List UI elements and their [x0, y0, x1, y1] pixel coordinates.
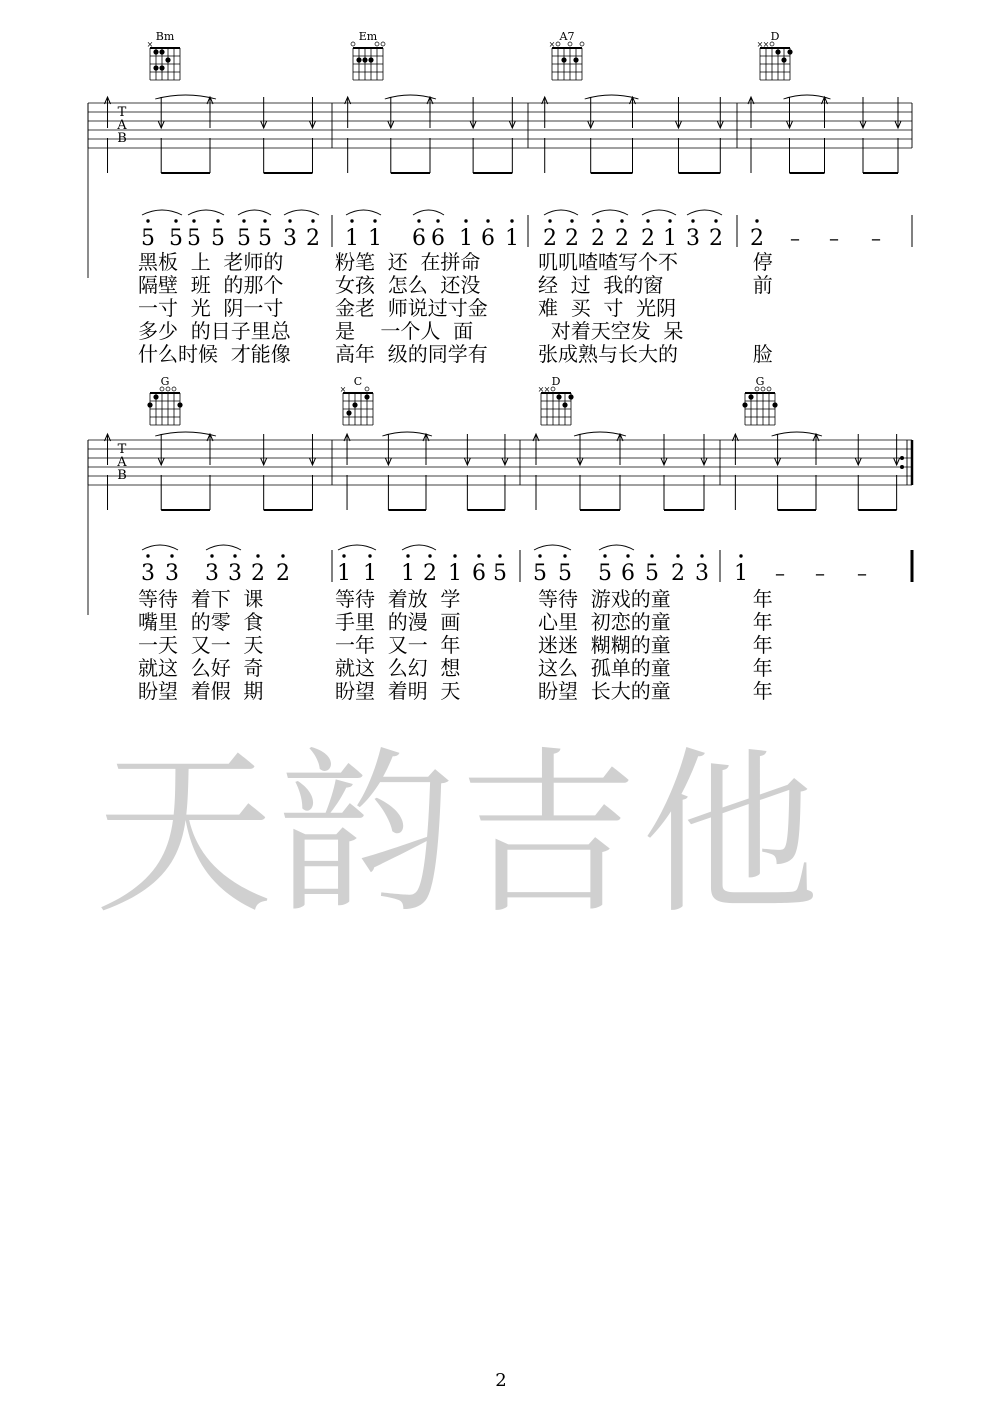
tab-clef-letter: B — [117, 131, 127, 146]
strum-down-icon — [860, 97, 866, 128]
strum-down-icon — [855, 434, 861, 465]
lyric-line — [0, 680, 1000, 702]
chord-name: A7 — [559, 30, 575, 43]
lyric-segment: 这么 孤单的童 — [538, 656, 671, 680]
note: 3 — [165, 561, 179, 586]
note: 2 — [276, 561, 290, 586]
note: 6 — [431, 226, 445, 251]
lyric-segment: 就这 么好 奇 — [138, 656, 264, 680]
rest-dash: – — [857, 561, 867, 585]
lyric-segment: 多少 的日子里总 — [138, 319, 291, 343]
lyric-segment: 年 — [740, 679, 773, 703]
strum-up-icon — [542, 97, 548, 128]
note: 2 — [251, 561, 265, 586]
chord-diagram-g — [147, 375, 182, 425]
svg-text:×: × — [762, 40, 770, 49]
strum-down-icon — [775, 434, 781, 465]
lyric-line — [0, 343, 1000, 365]
strum-down-icon — [717, 97, 723, 128]
note: 2 — [641, 226, 655, 251]
lyric-segment: 迷迷 糊糊的童 — [538, 633, 671, 657]
page-number: 2 — [495, 1370, 507, 1391]
strum-down-icon — [158, 97, 164, 128]
tab-clef-letter: T — [117, 442, 127, 457]
strum-down-icon — [577, 434, 583, 465]
note: 3 — [141, 561, 155, 586]
system-1 — [88, 30, 912, 278]
strum-up-icon — [423, 434, 429, 465]
note: 5 — [211, 226, 225, 251]
lyric-segment: 对着天空发 呆 — [538, 319, 684, 343]
strum-down-icon — [158, 434, 164, 465]
note: 5 — [598, 561, 612, 586]
lyric-segment: 叽叽喳喳写个不 — [538, 250, 678, 274]
note: 5 — [533, 561, 547, 586]
strum-down-icon — [385, 434, 391, 465]
numbered-notation — [141, 210, 912, 251]
lyric-segment: 手里 的漫 画 — [335, 610, 461, 634]
strum-up-icon — [533, 434, 539, 465]
lyric-segment: 女孩 怎么 还没 — [335, 273, 481, 297]
strum-up-icon — [105, 434, 111, 465]
note: 5 — [645, 561, 659, 586]
lyric-segment: 盼望 长大的童 — [538, 679, 671, 703]
note: 5 — [187, 226, 201, 251]
lyric-segment: 嘴里 的零 食 — [138, 610, 264, 634]
note: 2 — [750, 226, 764, 251]
lyric-line — [0, 320, 1000, 342]
strum-down-icon — [261, 97, 267, 128]
chord-name: Bm — [155, 30, 175, 43]
lyric-segment: 一天 又一 天 — [138, 633, 264, 657]
strum-up-icon — [748, 97, 754, 128]
chord-diagram-em — [351, 30, 385, 80]
note: 1 — [368, 226, 382, 251]
lyric-segment: 金老 师说过寸金 — [335, 296, 488, 320]
lyric-segment: 什么时候 才能像 — [138, 342, 291, 366]
lyric-line — [0, 251, 1000, 273]
note: 5 — [237, 226, 251, 251]
lyric-line — [0, 611, 1000, 633]
strum-down-icon — [675, 97, 681, 128]
chord-diagram-c — [340, 375, 373, 425]
lyric-segment: 年 — [740, 610, 773, 634]
chord-name: Em — [358, 30, 378, 43]
svg-text:×: × — [548, 40, 556, 49]
note: 6 — [621, 561, 635, 586]
strum-down-icon — [261, 434, 267, 465]
note: 2 — [423, 561, 437, 586]
chord-diagram-d — [538, 375, 574, 425]
note: 3 — [228, 561, 242, 586]
note: 2 — [565, 226, 579, 251]
lyric-segment: 一年 又一 年 — [335, 633, 461, 657]
note: 2 — [306, 226, 320, 251]
lyric-segment: 盼望 着假 期 — [138, 679, 264, 703]
lyric-segment: 年 — [740, 587, 773, 611]
rest-dash: – — [815, 561, 825, 585]
note: 2 — [543, 226, 557, 251]
lyric-segment: 难 买 寸 光阴 — [538, 296, 677, 320]
strum-up-icon — [617, 434, 623, 465]
strum-down-icon — [787, 97, 793, 128]
note: 3 — [283, 226, 297, 251]
svg-text:×: × — [756, 40, 764, 49]
note: 1 — [459, 226, 473, 251]
chord-diagram-d — [757, 30, 793, 80]
note: 1 — [345, 226, 359, 251]
tab-clef-letter: A — [117, 455, 127, 470]
lyric-line — [0, 297, 1000, 319]
note: 3 — [695, 561, 709, 586]
svg-text:×: × — [339, 385, 347, 394]
strum-up-icon — [207, 434, 213, 465]
strum-up-icon — [345, 97, 351, 128]
strum-down-icon — [701, 434, 707, 465]
note: 5 — [558, 561, 572, 586]
strum-down-icon — [588, 97, 594, 128]
tab-clef-letter: T — [117, 105, 127, 120]
lyric-segment: 隔壁 班 的那个 — [138, 273, 284, 297]
note: 5 — [141, 226, 155, 251]
note: 2 — [671, 561, 685, 586]
lyric-segment: 脸 — [740, 342, 773, 366]
chord-name: G — [755, 375, 765, 388]
strum-up-icon — [207, 97, 213, 128]
rest-dash: – — [790, 226, 800, 250]
svg-text:×: × — [146, 40, 154, 49]
strum-up-icon — [732, 434, 738, 465]
lyric-segment: 高年 级的同学有 — [335, 342, 488, 366]
lyric-line — [0, 657, 1000, 679]
lyric-segment: 是 一个人 面 — [335, 319, 474, 343]
chord-diagram-a7 — [549, 30, 584, 80]
strum-up-icon — [344, 434, 350, 465]
strum-up-icon — [813, 434, 819, 465]
watermark: 天韵吉他 — [95, 731, 823, 938]
note: 1 — [401, 561, 415, 586]
strum-down-icon — [309, 97, 315, 128]
note: 2 — [709, 226, 723, 251]
chord-name: D — [551, 375, 561, 388]
note: 1 — [505, 226, 519, 251]
chord-diagram-g — [742, 375, 777, 425]
lyric-line — [0, 274, 1000, 296]
note: 3 — [205, 561, 219, 586]
lyric-segment: 等待 着放 学 — [335, 587, 461, 611]
strum-down-icon — [464, 434, 470, 465]
lyric-segment: 停 — [740, 250, 773, 274]
lyric-segment: 一寸 光 阴一寸 — [138, 296, 284, 320]
lyric-segment: 黑板 上 老师的 — [138, 250, 284, 274]
strum-down-icon — [895, 97, 901, 128]
chord-name: G — [160, 375, 170, 388]
lyric-segment: 心里 初恋的童 — [538, 610, 671, 634]
svg-text:×: × — [537, 385, 545, 394]
numbered-notation — [141, 545, 912, 586]
note: 2 — [591, 226, 605, 251]
lyric-segment: 年 — [740, 656, 773, 680]
rest-dash: – — [775, 561, 785, 585]
system-2 — [88, 375, 912, 615]
note: 5 — [493, 561, 507, 586]
lyric-segment: 经 过 我的窗 — [538, 273, 664, 297]
svg-text:×: × — [543, 385, 551, 394]
note: 1 — [337, 561, 351, 586]
lyric-line — [0, 588, 1000, 610]
lyric-segment: 年 — [740, 633, 773, 657]
chord-name: C — [353, 375, 363, 388]
strum-down-icon — [894, 434, 900, 465]
note: 5 — [258, 226, 272, 251]
note: 5 — [169, 226, 183, 251]
strum-down-icon — [509, 97, 515, 128]
note: 1 — [734, 561, 748, 586]
chord-diagram-bm — [147, 30, 180, 80]
lyric-segment: 等待 游戏的童 — [538, 587, 671, 611]
lyric-segment: 盼望 着明 天 — [335, 679, 461, 703]
note: 3 — [686, 226, 700, 251]
lyric-line — [0, 634, 1000, 656]
strum-up-icon — [427, 97, 433, 128]
rest-dash: – — [829, 226, 839, 250]
tab-clef-letter: A — [117, 118, 127, 133]
chord-name: D — [770, 30, 780, 43]
strum-up-icon — [822, 97, 828, 128]
note: 2 — [615, 226, 629, 251]
strum-down-icon — [502, 434, 508, 465]
strum-down-icon — [309, 434, 315, 465]
strum-down-icon — [470, 97, 476, 128]
strum-down-icon — [388, 97, 394, 128]
rest-dash: – — [871, 226, 881, 250]
strum-up-icon — [105, 97, 111, 128]
note: 1 — [448, 561, 462, 586]
lyric-segment: 粉笔 还 在拼命 — [335, 250, 481, 274]
note: 6 — [412, 226, 426, 251]
strum-up-icon — [630, 97, 636, 128]
lyric-segment: 前 — [740, 273, 773, 297]
lyric-segment: 张成熟与长大的 — [538, 342, 678, 366]
note: 6 — [472, 561, 486, 586]
note: 6 — [481, 226, 495, 251]
note: 1 — [663, 226, 677, 251]
tab-clef-letter: B — [117, 468, 127, 483]
lyric-segment: 等待 着下 课 — [138, 587, 264, 611]
lyric-segment: 就这 么幻 想 — [335, 656, 461, 680]
strum-down-icon — [661, 434, 667, 465]
note: 1 — [363, 561, 377, 586]
